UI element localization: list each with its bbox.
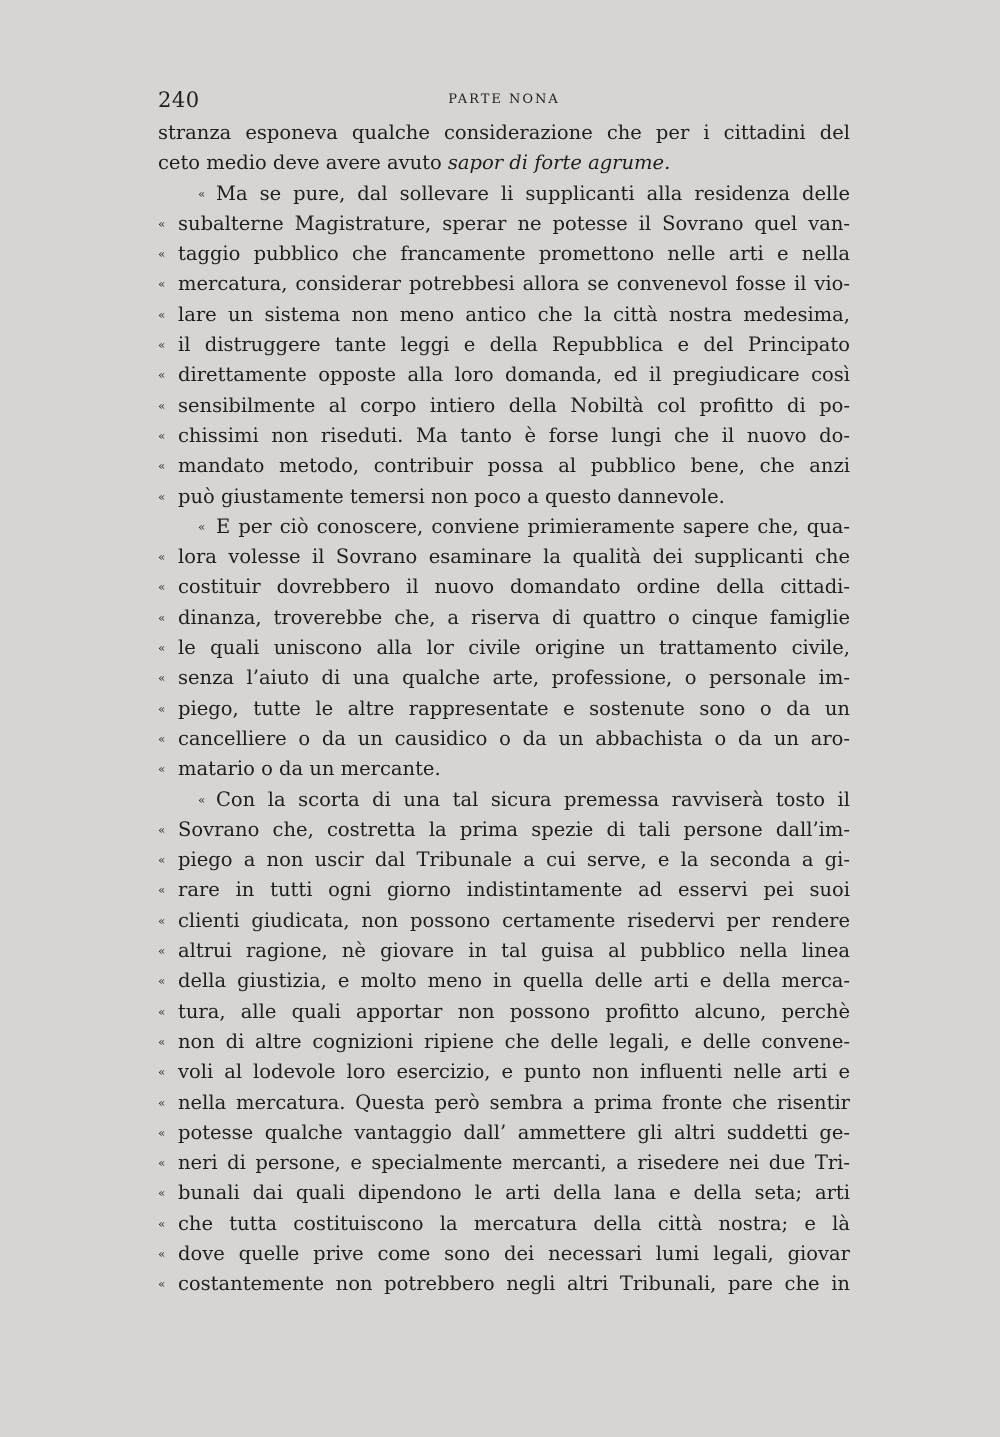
text-line: stranza esponeva qualche considerazione che per i cittadini del bbox=[158, 121, 850, 144]
guillemet-mark: « bbox=[158, 1065, 166, 1080]
text-line: « sensibilmente al corpo intiero della Nobiltà col profitto di po- bbox=[158, 391, 850, 421]
page-header bbox=[158, 88, 850, 118]
guillemet-mark: « bbox=[158, 1125, 166, 1140]
guillemet-mark: « bbox=[158, 489, 166, 504]
italic-phrase: sapor di forte agrume. bbox=[447, 151, 671, 175]
guillemet-mark: « bbox=[158, 974, 166, 989]
text-line: « costituir dovrebbero il nuovo domandato ordine della cittadi- bbox=[158, 572, 850, 602]
text-line: « della giustizia, e molto meno in quella delle arti e della merca- bbox=[158, 966, 850, 996]
guillemet-mark: « bbox=[158, 762, 166, 777]
text-line: « le quali uniscono alla lor civile origine un trattamento civile, bbox=[158, 633, 850, 663]
text-line: « direttamente opposte alla loro domanda, ed il pregiudicare così bbox=[158, 360, 850, 390]
guillemet-mark: « bbox=[158, 247, 166, 262]
guillemet-mark: « bbox=[158, 307, 166, 322]
text-line: « rare in tutti ogni giorno indistintamente ad esservi pei suoi bbox=[158, 875, 850, 905]
text-line: « cancelliere o da un causidico o da un abbachista o da un aro- bbox=[158, 724, 850, 754]
text-line: « neri di persone, e specialmente mercanti, a risedere nei due Tri- bbox=[158, 1148, 850, 1178]
guillemet-mark: « bbox=[158, 1277, 166, 1292]
text-line: « tura, alle quali apportar non possono profitto alcuno, perchè bbox=[158, 997, 850, 1027]
guillemet-mark: « bbox=[158, 1216, 166, 1231]
guillemet-mark: « bbox=[158, 913, 166, 928]
text-line: « piego a non uscir dal Tribunale a cui serve, e la seconda a gi- bbox=[158, 845, 850, 875]
guillemet-mark: « bbox=[158, 550, 166, 565]
text-line: « dove quelle prive come sono dei necessari lumi legali, giovar bbox=[158, 1239, 850, 1269]
text-line: « costantemente non potrebbero negli altri Tribunali, pare che in bbox=[158, 1269, 850, 1299]
guillemet-mark: « bbox=[158, 610, 166, 625]
text-line: « mercatura, considerar potrebbesi allora se convenevol fosse il vio- bbox=[158, 269, 850, 299]
guillemet-mark: « bbox=[158, 1095, 166, 1110]
running-title: PARTE NONA bbox=[448, 92, 560, 107]
text-line: « non di altre cognizioni ripiene che delle legali, e delle convene- bbox=[158, 1027, 850, 1057]
guillemet-mark: « bbox=[158, 216, 166, 231]
text-line: « che tutta costituiscono la mercatura della città nostra; e là bbox=[158, 1209, 850, 1239]
guillemet-mark: « bbox=[158, 1186, 166, 1201]
guillemet-mark: « bbox=[158, 853, 166, 868]
guillemet-mark: « bbox=[158, 398, 166, 413]
text-line: « il distruggere tante leggi e della Repubblica e del Principato bbox=[158, 330, 850, 360]
guillemet-mark: « bbox=[158, 459, 166, 474]
guillemet-mark: « bbox=[158, 731, 166, 746]
body-text bbox=[158, 118, 850, 1300]
guillemet-mark: « bbox=[198, 792, 206, 807]
text-line: « altrui ragione, nè giovare in tal guisa al pubblico nella linea bbox=[158, 936, 850, 966]
page-number: 240 bbox=[158, 88, 200, 112]
text-line: « bunali dai quali dipendono le arti della lana e della seta; arti bbox=[158, 1178, 850, 1208]
guillemet-mark: « bbox=[158, 671, 166, 686]
text-line: « voli al lodevole loro esercizio, e punto non influenti nelle arti e bbox=[158, 1057, 850, 1087]
guillemet-mark: « bbox=[158, 338, 166, 353]
text-line: « nella mercatura. Questa però sembra a prima fronte che risentir bbox=[158, 1088, 850, 1118]
text-line: « senza l’aiuto di una qualche arte, professione, o personale im- bbox=[158, 663, 850, 693]
text-line: « mandato metodo, contribuir possa al pubblico bene, che anzi bbox=[158, 451, 850, 481]
guillemet-mark: « bbox=[158, 277, 166, 292]
text-line: ceto medio deve avere avuto sapor di forte agrume. bbox=[158, 151, 671, 175]
guillemet-mark: « bbox=[158, 944, 166, 959]
text-line: « dinanza, troverebbe che, a riserva di quattro o cinque famiglie bbox=[158, 603, 850, 633]
guillemet-mark: « bbox=[158, 428, 166, 443]
guillemet-mark: « bbox=[158, 1004, 166, 1019]
guillemet-mark: « bbox=[158, 1156, 166, 1171]
guillemet-mark: « bbox=[158, 1034, 166, 1049]
guillemet-mark: « bbox=[198, 519, 206, 534]
guillemet-mark: « bbox=[198, 186, 206, 201]
guillemet-mark: « bbox=[158, 822, 166, 837]
text-line: « lora volesse il Sovrano esaminare la qualità dei supplicanti che bbox=[158, 542, 850, 572]
guillemet-mark: « bbox=[158, 883, 166, 898]
guillemet-mark: « bbox=[158, 641, 166, 656]
text-line: « potesse qualche vantaggio dall’ ammettere gli altri suddetti ge- bbox=[158, 1118, 850, 1148]
guillemet-mark: « bbox=[158, 701, 166, 716]
text-line: « può giustamente temersi non poco a questo dannevole. bbox=[158, 482, 850, 512]
guillemet-mark: « bbox=[158, 1246, 166, 1261]
text-line: « matario o da un mercante. bbox=[158, 754, 850, 784]
text-line: « clienti giudicata, non possono certamente risedervi per rendere bbox=[158, 906, 850, 936]
guillemet-mark: « bbox=[158, 368, 166, 383]
text-line: « Sovrano che, costretta la prima spezie di tali persone dall’im- bbox=[158, 815, 850, 845]
text-line: « lare un sistema non meno antico che la città nostra medesima, bbox=[158, 300, 850, 330]
guillemet-mark: « bbox=[158, 580, 166, 595]
text-line: « Ma se pure, dal sollevare li supplicanti alla residenza delle bbox=[158, 179, 850, 209]
text-line: « Con la scorta di una tal sicura premessa ravviserà tosto il bbox=[158, 785, 850, 815]
text-line: « E per ciò conoscere, conviene primieramente sapere che, qua- bbox=[158, 512, 850, 542]
text-line: « taggio pubblico che francamente promettono nelle arti e nella bbox=[158, 239, 850, 269]
text-line: « chissimi non riseduti. Ma tanto è forse lungi che il nuovo do- bbox=[158, 421, 850, 451]
text-line: « piego, tutte le altre rappresentate e sostenute sono o da un bbox=[158, 694, 850, 724]
text-line: « subalterne Magistrature, sperar ne potesse il Sovrano quel van- bbox=[158, 209, 850, 239]
